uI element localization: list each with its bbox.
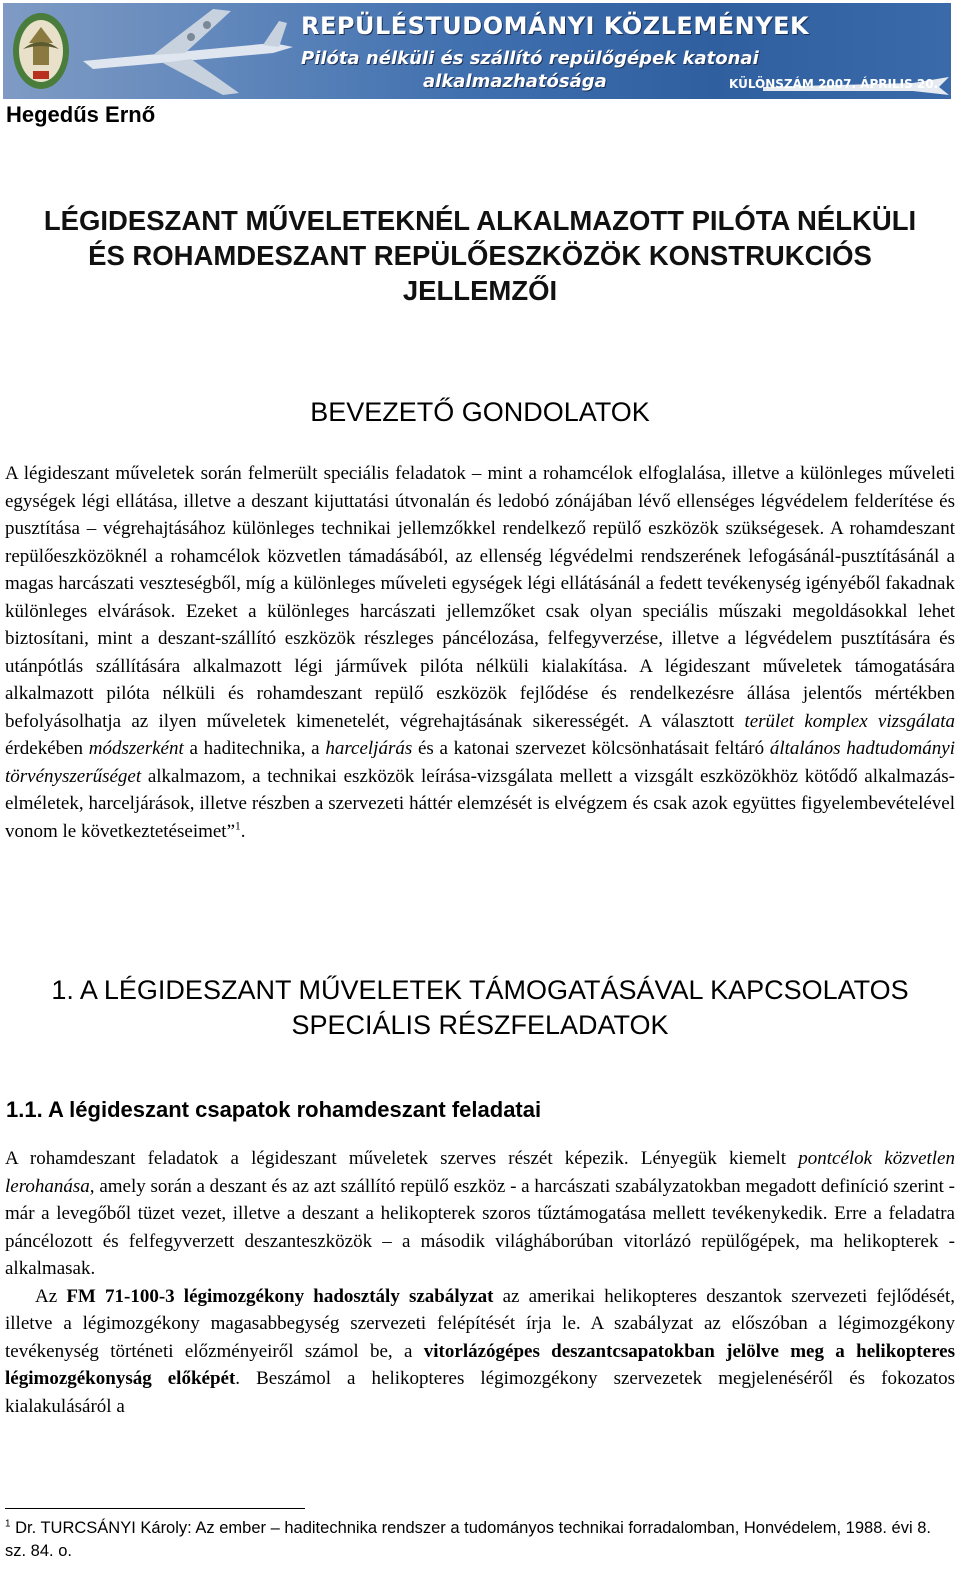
special-issue-title: Pilóta nélküli és szállító repülőgépek katonai: [301, 48, 759, 69]
intro-heading: BEVEZETŐ GONDOLATOK: [310, 397, 650, 427]
article-title: [0, 203, 960, 308]
special-issue-title-cont: alkalmazhatósága: [423, 71, 607, 92]
title-line: LÉGIDESZANT MŰVELETEKNÉL ALKALMAZOTT PILÓTA NÉLKÜLI: [43, 205, 917, 236]
title-line: JELLEMZŐI: [402, 275, 558, 306]
footnote-ref[interactable]: 1: [235, 820, 241, 833]
section-heading-line: SPECIÁLIS RÉSZFELADATOK: [291, 1010, 669, 1040]
footnote-number: 1: [5, 1518, 11, 1530]
intro-paragraph: A légideszant műveletek során felmerült speciális feladatok – mint a rohamcélok elfoglalása, illetve a különleges műveleti egységek légi ellátása, illetve a deszant kijuttatási útvonalán és ledobó zónájában lévő ellenséges légvédelem felderítése és pusztítása – végrehajtásához különleges technikai jellemzőkkel rendelkező repülő eszközök szükségesek. A rohamdeszant repülőeszközöknél a rohamcélok közvetlen támadásából, az ellenség légvédelmi rendszerének lefogásánál-pusztításánál a magas harcászati veszteségből, míg a különleges műveleti egységek légi ellátásánál a fedett tevékenység igényéből fakadnak különleges elvárások. Ezeket a különleges harcászati jellemzőket csak olyan speciális műszaki megoldásokkal lehet biztosítani, mint a deszant-szállító eszközök részleges páncélozása, felfegyverzése, illetve a légvédelem pusztítására és utánpótlás szállítására alkalmazott légi járművek pilóta nélküli kialakítása. A légideszant műveletek támogatására alkalmazott pilóta nélküli és rohamdeszant repülő eszközök fejlődése és rendelkezésre állása jelentős mértékben befolyásolhatja az ilyen műveletek kimenetelét, végrehajtásának sikerességét. A választott terület komplex vizsgálata érdekében módszerként a haditechnika, a harceljárás és a katonai szervezet kölcsönhatásait feltáró általános hadtudományi törvényszerűséget alkalmazom, a technikai eszközök leírása-vizsgálata mellett a vizsgált eszközökhöz kötődő alkalmazás-elméletek, harceljárások, illetve részben a szervezeti háttér elemzését is elvégzem és csak azok együttes figyelembevételével vonom le következtetéseimet”$^1$.: [5, 463, 955, 842]
section-heading-line: 1. A LÉGIDESZANT MŰVELETEK TÁMOGATÁSÁVAL KAPCSOLATOS: [51, 975, 909, 1005]
footnote: [5, 1517, 955, 1563]
section-1-heading: [0, 973, 960, 1043]
author-name: Hegedűs Ernő: [6, 102, 156, 127]
subsection-1-1-heading: 1.1. A légideszant csapatok rohamdeszant feladatai: [6, 1097, 542, 1122]
issue-date: KÜLÖNSZÁM 2007. ÁPRILIS 20.: [729, 77, 939, 91]
footnote-divider: [5, 1508, 305, 1509]
body-paragraph: A rohamdeszant feladatok a légideszant műveletek szerves részét képezik. Lényegük kiemelt pontcélok közvetlen lerohanása, amely során a deszant és az azt szállító repülő eszköz - a harcászati szabályzatokban megadott definíció szerint - már a levegőből tüzet vezet, illetve a deszant a helikopterek szoros tűztámogatása mellett tevékenykedik. Erre a feladatra páncélozott és felfegyverzett deszanteszközök – a második világháborúban vitorlázó repülőgépek, ma helikopterek - alkalmasak.: [5, 1148, 955, 1279]
footnote-text: Dr. TURCSÁNYI Károly: Az ember – haditechnika rendszer a tudományos technikai forradalomban, Honvédelem, 1988. évi 8. sz. 84. o.: [5, 1519, 931, 1560]
body-text: [5, 1145, 955, 1420]
transport-plane-icon: [73, 3, 303, 99]
journal-title: REPÜLÉSTUDOMÁNYI KÖZLEMÉNYEK: [301, 12, 810, 40]
emblem-icon: [9, 9, 73, 93]
title-line: ÉS ROHAMDESZANT REPÜLŐESZKÖZÖK KONSTRUKCIÓS: [88, 240, 872, 271]
journal-banner: [3, 3, 951, 99]
body-paragraph: Az FM 71-100-3 légimozgékony hadosztály szabályzat az amerikai helikopteres deszantok szervezeti fejlődését, illetve a légimozgékony magasabbegység szervezeti felépítését írja le. A szabályzat az előszóban a légimozgékony tevékenység történeti előzményeiről számol be, a vitorlázógépes deszantcsapatokban jelölve meg a helikopteres légimozgékonyság előképét. Beszámol a helikopteres légimozgékony szervezetek megjelenéséről és fokozatos kialakulásáról a: [5, 1285, 956, 1417]
